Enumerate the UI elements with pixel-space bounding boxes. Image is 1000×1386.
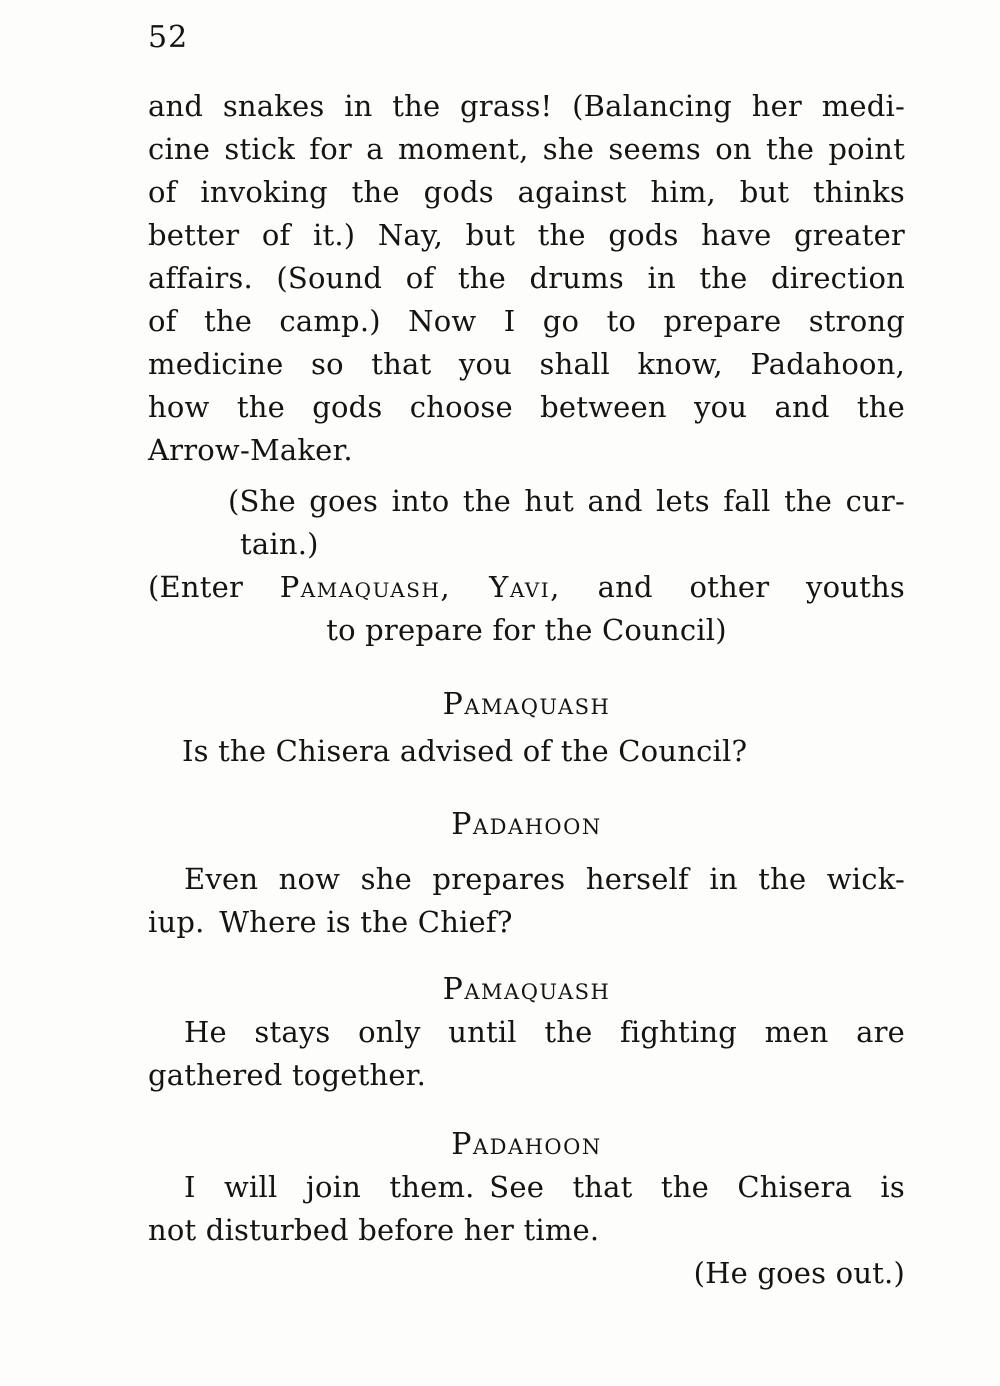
roman-text: not disturbed before her time. xyxy=(148,1213,600,1247)
body-line xyxy=(148,214,905,257)
stage-direction-line xyxy=(148,523,905,566)
italic-text: better of it.) xyxy=(148,218,356,252)
page-number: 52 xyxy=(148,20,189,55)
dialogue-line xyxy=(148,858,905,901)
roman-text: affairs. xyxy=(148,261,277,295)
italic-text: (Enter xyxy=(148,570,280,604)
dialogue-line xyxy=(148,1054,905,1097)
smallcaps-text: Padahoon xyxy=(451,1127,602,1162)
italic-text: to prepare for the Council) xyxy=(326,613,727,647)
stage-direction-line xyxy=(148,1252,905,1295)
stage-direction-line xyxy=(148,609,905,652)
body-line xyxy=(148,429,905,472)
dialogue-line xyxy=(148,901,905,944)
body-line xyxy=(148,257,905,300)
italic-text: of the camp.) xyxy=(148,304,381,338)
text-column xyxy=(148,0,905,1295)
smallcaps-text: Pamaquash xyxy=(442,972,611,1007)
dialogue-line xyxy=(148,730,905,773)
body-line xyxy=(148,300,905,343)
roman-text: Nay, but the gods have greater xyxy=(355,218,905,252)
speaker-heading xyxy=(148,683,905,726)
italic-text: (Sound of the drums in the direction xyxy=(276,261,905,295)
roman-text: Is the Chisera advised of the Council? xyxy=(182,734,748,768)
stage-direction-line xyxy=(148,566,905,609)
italic-text: and other youths xyxy=(560,570,905,604)
roman-text: I will join them. See that the Chisera is xyxy=(184,1170,905,1204)
dialogue-line xyxy=(148,1166,905,1209)
roman-text: iup. Where is the Chief? xyxy=(148,905,513,939)
body-line xyxy=(148,386,905,429)
speaker-heading xyxy=(148,968,905,1011)
roman-text: Arrow-Maker. xyxy=(148,433,353,467)
roman-text: how the gods choose between you and the xyxy=(148,390,905,424)
roman-text: He stays only until the fighting men are xyxy=(184,1015,905,1049)
stage-direction-line xyxy=(148,480,905,523)
smallcaps-text: Pamaquash xyxy=(442,687,611,722)
roman-text: Now I go to prepare strong xyxy=(380,304,905,338)
smallcaps-text: Pamaquash, Yavi, xyxy=(279,570,561,604)
body-line xyxy=(148,128,905,171)
roman-text: and snakes in the grass! xyxy=(148,89,573,123)
roman-text: gathered together. xyxy=(148,1058,426,1092)
body-line xyxy=(148,171,905,214)
body-line xyxy=(148,343,905,386)
italic-text: (Balancing her medi- xyxy=(572,89,905,123)
italic-text: of invoking the gods against him, but thinks xyxy=(148,175,905,209)
body-line xyxy=(148,85,905,128)
italic-text: cine stick for a moment, she seems on the point xyxy=(148,132,905,166)
roman-text: Even now she prepares herself in the wick- xyxy=(184,862,905,896)
italic-text: tain.) xyxy=(240,527,319,561)
dialogue-line xyxy=(148,1209,905,1252)
dialogue-line xyxy=(148,1011,905,1054)
roman-text: medicine so that you shall know, Padahoon, xyxy=(148,347,905,381)
speaker-heading xyxy=(148,1123,905,1166)
italic-text: (She goes into the hut and lets fall the cur- xyxy=(228,484,905,518)
italic-text: (He goes out.) xyxy=(693,1256,905,1290)
speaker-heading xyxy=(148,803,905,846)
smallcaps-text: Padahoon xyxy=(451,807,602,842)
